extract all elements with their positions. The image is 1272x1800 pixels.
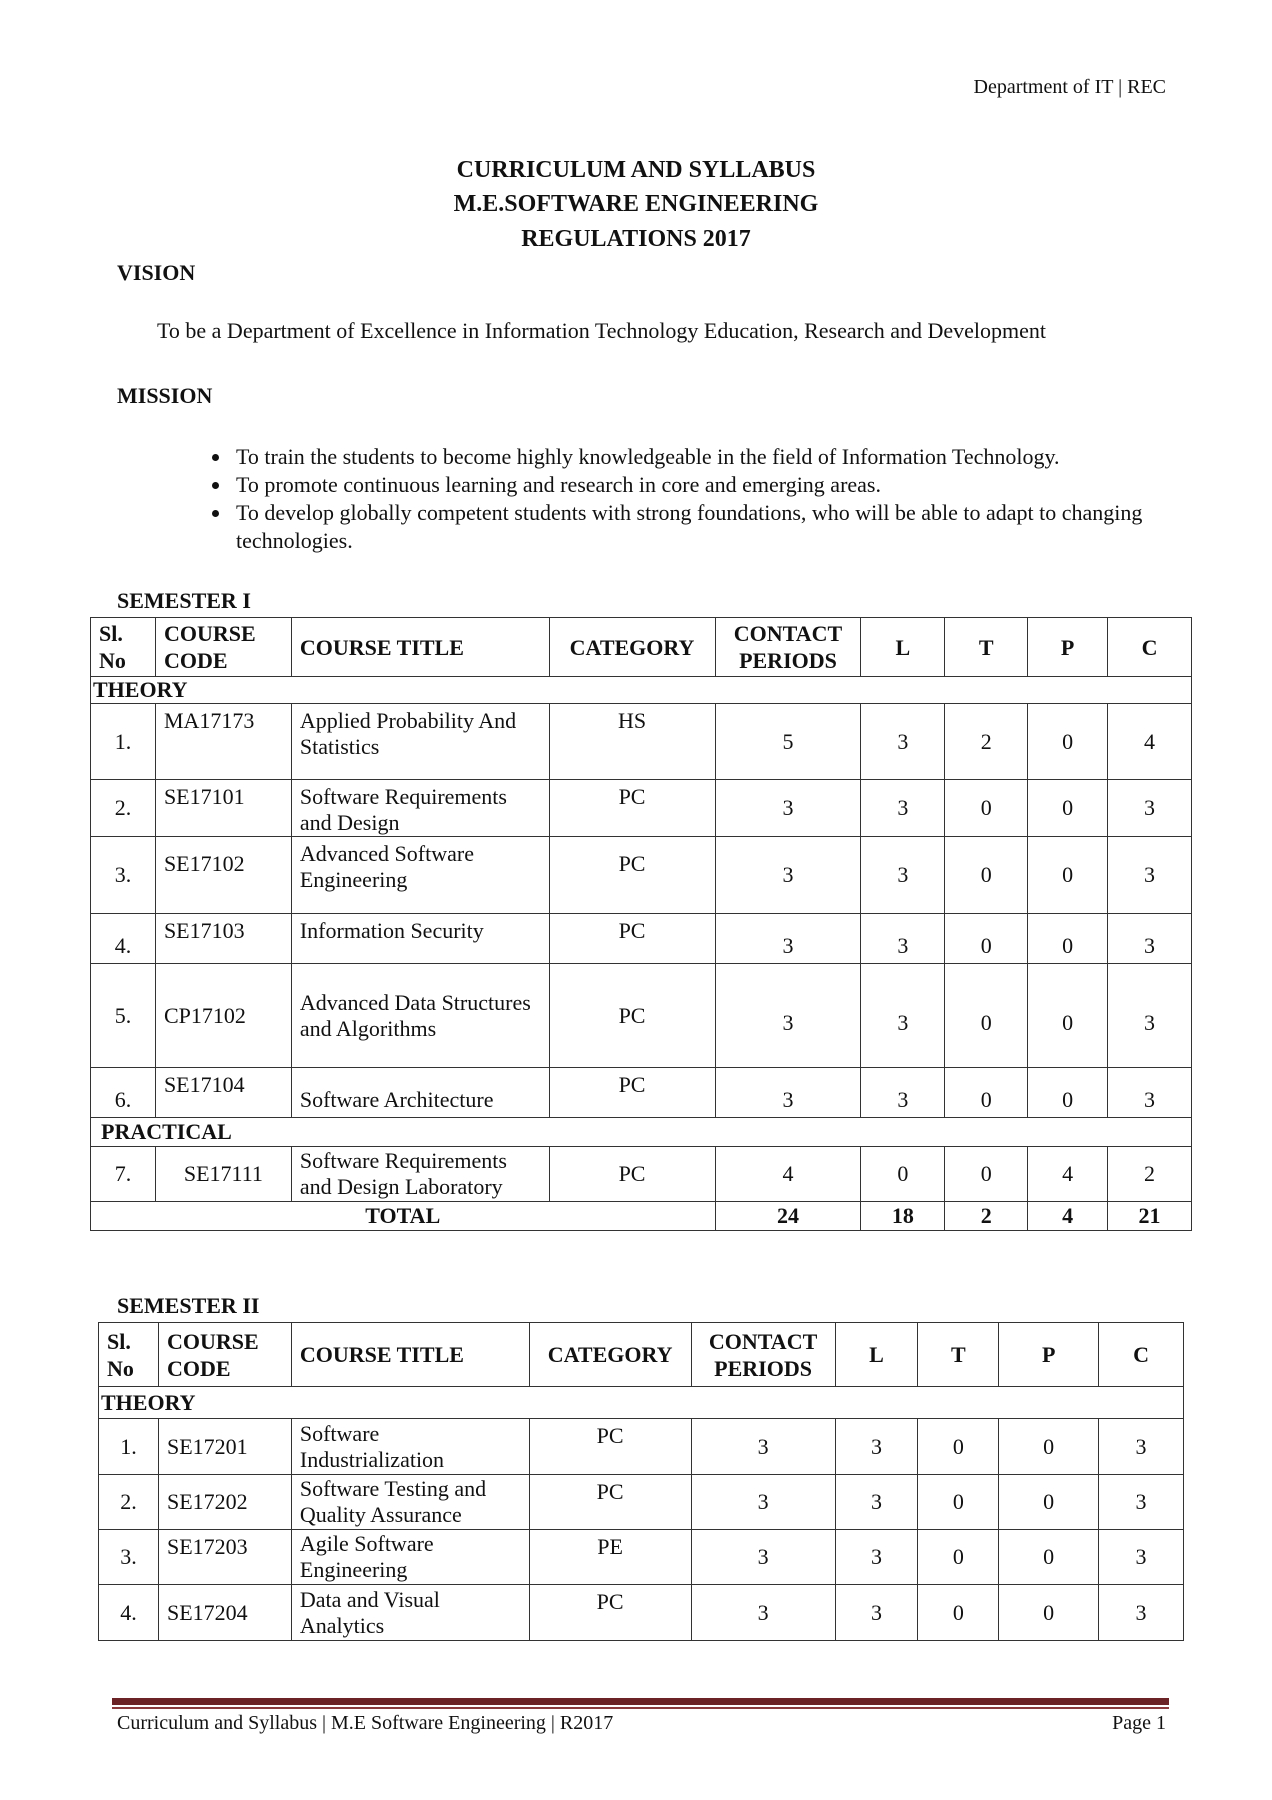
cell-title: Software Requirements and Design	[291, 780, 549, 837]
table-header-row	[91, 618, 1192, 677]
table-row	[91, 964, 1192, 1068]
cell-l: 3	[861, 780, 945, 837]
page-number: Page 1	[1112, 1712, 1166, 1734]
cell-p: 0	[1028, 780, 1108, 837]
table-row	[91, 704, 1192, 780]
cell-sl: 1.	[91, 704, 156, 780]
cell-category: PC	[549, 780, 715, 837]
cell-code: MA17173	[155, 704, 291, 780]
cell-title: Agile Software Engineering	[291, 1530, 529, 1585]
table-row	[99, 1530, 1184, 1585]
theory-group-label: THEORY	[99, 1387, 1184, 1419]
cell-contact: 3	[715, 837, 861, 914]
cell-p: 0	[1028, 1068, 1108, 1118]
col-c: C	[1108, 618, 1192, 677]
cell-contact: 5	[715, 704, 861, 780]
cell-t: 0	[945, 964, 1028, 1068]
col-title: COURSE TITLE	[291, 1323, 529, 1387]
cell-category: PC	[549, 964, 715, 1068]
cell-contact: 4	[715, 1147, 861, 1202]
cell-category: PC	[549, 914, 715, 964]
cell-code: SE17101	[155, 780, 291, 837]
footer-rule	[112, 1698, 1169, 1705]
cell-sl: 4.	[99, 1585, 159, 1641]
cell-code: SE17203	[158, 1530, 291, 1585]
cell-t: 0	[945, 914, 1028, 964]
col-c: C	[1099, 1323, 1184, 1387]
mission-heading: MISSION	[117, 383, 213, 408]
cell-sl: 2.	[99, 1475, 159, 1530]
semester-2-heading: SEMESTER II	[117, 1293, 260, 1318]
col-p: P	[1028, 618, 1108, 677]
col-l: L	[861, 618, 945, 677]
cell-sl: 2.	[91, 780, 156, 837]
cell-sl: 5.	[91, 964, 156, 1068]
cell-contact: 3	[691, 1475, 835, 1530]
cell-code: SE17111	[155, 1147, 291, 1202]
cell-contact: 3	[691, 1585, 835, 1641]
col-code: COURSE CODE	[158, 1323, 291, 1387]
cell-p: 0	[1028, 837, 1108, 914]
table-row	[91, 837, 1192, 914]
table-header-row	[99, 1323, 1184, 1387]
cell-l: 3	[835, 1585, 918, 1641]
cell-code: SE17104	[155, 1068, 291, 1118]
mission-item: • To develop globally competent students with strong foundations, who will be able to adapt to changing technologies.	[232, 499, 1202, 555]
cell-sl: 6.	[91, 1068, 156, 1118]
cell-p: 0	[999, 1530, 1099, 1585]
cell-c: 3	[1108, 1068, 1192, 1118]
semester-2-table	[98, 1322, 1184, 1641]
cell-l: 3	[861, 964, 945, 1068]
cell-title: Applied Probability And Statistics	[291, 704, 549, 780]
cell-l: 3	[835, 1530, 918, 1585]
cell-t: 0	[945, 780, 1028, 837]
mission-item: • To promote continuous learning and research in core and emerging areas.	[232, 471, 1202, 499]
cell-p: 0	[1028, 704, 1108, 780]
regulation-title: REGULATIONS 2017	[521, 226, 751, 252]
col-sl: Sl. No	[91, 618, 156, 677]
cell-c: 3	[1108, 780, 1192, 837]
mission-list	[182, 443, 1202, 555]
footer-doc-info: Curriculum and Syllabus | M.E Software Engineering | R2017	[117, 1712, 614, 1734]
cell-t: 0	[918, 1585, 999, 1641]
cell-t: 0	[945, 1147, 1028, 1202]
cell-contact: 3	[691, 1419, 835, 1475]
cell-title: Software Requirements and Design Laboratory	[291, 1147, 549, 1202]
cell-code: SE17103	[155, 914, 291, 964]
cell-category: PC	[529, 1419, 691, 1475]
cell-l: 3	[861, 914, 945, 964]
cell-c: 3	[1099, 1530, 1184, 1585]
col-t: T	[945, 618, 1028, 677]
cell-l: 3	[861, 1068, 945, 1118]
cell-t: 2	[945, 704, 1028, 780]
cell-l: 3	[835, 1419, 918, 1475]
table-row	[91, 780, 1192, 837]
total-label: TOTAL	[91, 1202, 716, 1231]
cell-code: SE17201	[158, 1419, 291, 1475]
cell-t: 0	[945, 837, 1028, 914]
cell-sl: 3.	[99, 1530, 159, 1585]
cell-t: 0	[918, 1530, 999, 1585]
cell-contact: 3	[715, 914, 861, 964]
col-p: P	[999, 1323, 1099, 1387]
theory-group-label: THEORY	[91, 677, 1192, 704]
cell-sl: 1.	[99, 1419, 159, 1475]
cell-category: HS	[549, 704, 715, 780]
cell-contact: 3	[715, 964, 861, 1068]
cell-p: 0	[1028, 914, 1108, 964]
cell-c: 3	[1108, 914, 1192, 964]
total-c: 21	[1108, 1202, 1192, 1231]
cell-category: PC	[549, 1068, 715, 1118]
cell-title: Data and Visual Analytics	[291, 1585, 529, 1641]
total-t: 2	[945, 1202, 1028, 1231]
table-row	[91, 1147, 1192, 1202]
total-row	[91, 1202, 1192, 1231]
total-contact: 24	[715, 1202, 861, 1231]
col-category: CATEGORY	[549, 618, 715, 677]
cell-code: CP17102	[155, 964, 291, 1068]
col-l: L	[835, 1323, 918, 1387]
cell-contact: 3	[715, 1068, 861, 1118]
cell-title: Software Testing and Quality Assurance	[291, 1475, 529, 1530]
cell-c: 2	[1108, 1147, 1192, 1202]
col-contact: CONTACT PERIODS	[691, 1323, 835, 1387]
vision-heading: VISION	[117, 260, 196, 285]
cell-sl: 4.	[91, 914, 156, 964]
cell-p: 0	[999, 1585, 1099, 1641]
cell-p: 0	[999, 1419, 1099, 1475]
cell-c: 3	[1108, 837, 1192, 914]
semester-1-table	[90, 617, 1192, 1231]
running-header: Department of IT | REC	[973, 76, 1166, 98]
col-category: CATEGORY	[529, 1323, 691, 1387]
cell-t: 0	[945, 1068, 1028, 1118]
vision-text: To be a Department of Excellence in Information Technology Education, Research and Development	[157, 318, 1047, 343]
cell-c: 3	[1099, 1475, 1184, 1530]
cell-contact: 3	[715, 780, 861, 837]
cell-p: 4	[1028, 1147, 1108, 1202]
cell-title: Advanced Data Structures and Algorithms	[291, 964, 549, 1068]
mission-item: • To train the students to become highly knowledgeable in the field of Information Technology.	[232, 443, 1202, 471]
table-row	[99, 1475, 1184, 1530]
cell-category: PC	[549, 1147, 715, 1202]
col-code: COURSE CODE	[155, 618, 291, 677]
cell-title: Software Industrialization	[291, 1419, 529, 1475]
col-t: T	[918, 1323, 999, 1387]
cell-code: SE17204	[158, 1585, 291, 1641]
cell-t: 0	[918, 1419, 999, 1475]
cell-category: PC	[529, 1475, 691, 1530]
practical-group-label: PRACTICAL	[91, 1118, 1192, 1147]
cell-c: 3	[1099, 1585, 1184, 1641]
footer-rule-thin	[112, 1707, 1169, 1709]
cell-c: 4	[1108, 704, 1192, 780]
cell-category: PE	[529, 1530, 691, 1585]
cell-sl: 7.	[91, 1147, 156, 1202]
cell-l: 3	[835, 1475, 918, 1530]
cell-code: SE17202	[158, 1475, 291, 1530]
cell-sl: 3.	[91, 837, 156, 914]
cell-l: 3	[861, 837, 945, 914]
table-row	[91, 1068, 1192, 1118]
total-l: 18	[861, 1202, 945, 1231]
table-row	[99, 1585, 1184, 1641]
cell-l: 0	[861, 1147, 945, 1202]
cell-p: 0	[1028, 964, 1108, 1068]
total-p: 4	[1028, 1202, 1108, 1231]
semester-1-heading: SEMESTER I	[117, 588, 251, 613]
cell-l: 3	[861, 704, 945, 780]
cell-title: Information Security	[291, 914, 549, 964]
cell-title: Advanced Software Engineering	[291, 837, 549, 914]
col-title: COURSE TITLE	[291, 618, 549, 677]
cell-c: 3	[1099, 1419, 1184, 1475]
cell-category: PC	[549, 837, 715, 914]
cell-p: 0	[999, 1475, 1099, 1530]
cell-t: 0	[918, 1475, 999, 1530]
table-row	[99, 1419, 1184, 1475]
cell-c: 3	[1108, 964, 1192, 1068]
table-row	[91, 914, 1192, 964]
cell-code: SE17102	[155, 837, 291, 914]
program-title: M.E.SOFTWARE ENGINEERING	[453, 191, 819, 217]
col-sl: Sl. No	[99, 1323, 159, 1387]
col-contact: CONTACT PERIODS	[715, 618, 861, 677]
cell-contact: 3	[691, 1530, 835, 1585]
cell-category: PC	[529, 1585, 691, 1641]
cell-title: Software Architecture	[291, 1068, 549, 1118]
doc-title: CURRICULUM AND SYLLABUS	[456, 157, 816, 183]
